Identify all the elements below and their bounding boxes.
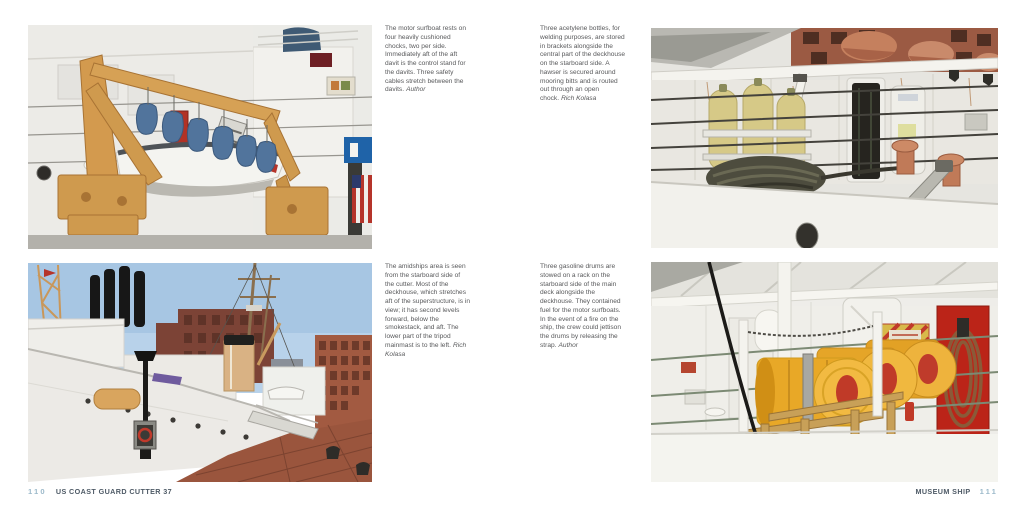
caption-text: The amidships area is seen from the starboard side of the cutter. Most of the deckhouse, which stretches aft of the superstructure, is in view; it has second levels forward, below the smokestack, and aft. The lower part of the tripod mainmast is to the left. [385, 263, 471, 349]
footer-left [28, 487, 172, 496]
small-red-sign [681, 362, 696, 373]
photo-motor-surfboat [28, 25, 372, 249]
jettison-strap [803, 354, 813, 428]
yellow-notice [898, 124, 916, 138]
caption-text: Three acetylene bottles, for welding purposes, are stored in brackets alongside the central part of the deckhouse on the starboard side. A hawser is secured around mooring bitts and is routed out through an open chock. [540, 25, 626, 103]
tarp [283, 27, 321, 52]
photo-acetylene-bottles [651, 28, 998, 248]
caption-credit: Rich Kolasa [385, 341, 467, 358]
caption-text: Three gasoline drums are stowed on a rack on the starboard side of the main deck alongside the deckhouse. They contained fuel for the motor surfboats. In the event of a fire on the ship, the crew could jettison the drums by releasing the strap. [540, 263, 621, 349]
page-number-left: 110 [28, 487, 47, 496]
photo-cutter-dockside [28, 263, 372, 482]
photo-gasoline-drums [651, 262, 998, 482]
caption-credit: Author [406, 86, 426, 94]
caption-acetylene-bottles [540, 25, 626, 104]
caption-gasoline-drums [540, 263, 626, 351]
fire-extinguisher [905, 402, 914, 421]
mushroom-vent [705, 408, 725, 416]
caption-amidships [385, 263, 471, 359]
page-number-right: 111 [979, 487, 998, 496]
caption-motor-surfboat [385, 25, 471, 95]
footer-right [915, 487, 998, 496]
bollard [326, 446, 340, 459]
bollard [356, 462, 370, 475]
porthole [796, 223, 818, 248]
bracket-band [703, 130, 811, 137]
smokestack [224, 335, 254, 391]
open-door [847, 78, 885, 182]
caption-text: The motor surfboat rests on four heavily cushioned chocks, two per side. Immediately aft of the aft davit is the control stand for the davits. Three safety cables stretch between the davits. [385, 25, 466, 94]
pipe-column [778, 262, 791, 362]
bulwark [651, 430, 998, 482]
deck-edge [28, 235, 372, 249]
caption-credit: Author [558, 341, 578, 349]
caption-credit: Rich Kolasa [561, 95, 597, 103]
buff-deck-tank [94, 389, 140, 409]
chapter-title-right: MUSEUM SHIP [915, 487, 971, 496]
chapter-title-left: US COAST GUARD CUTTER 37 [55, 487, 173, 496]
hose-nozzle [957, 318, 969, 338]
